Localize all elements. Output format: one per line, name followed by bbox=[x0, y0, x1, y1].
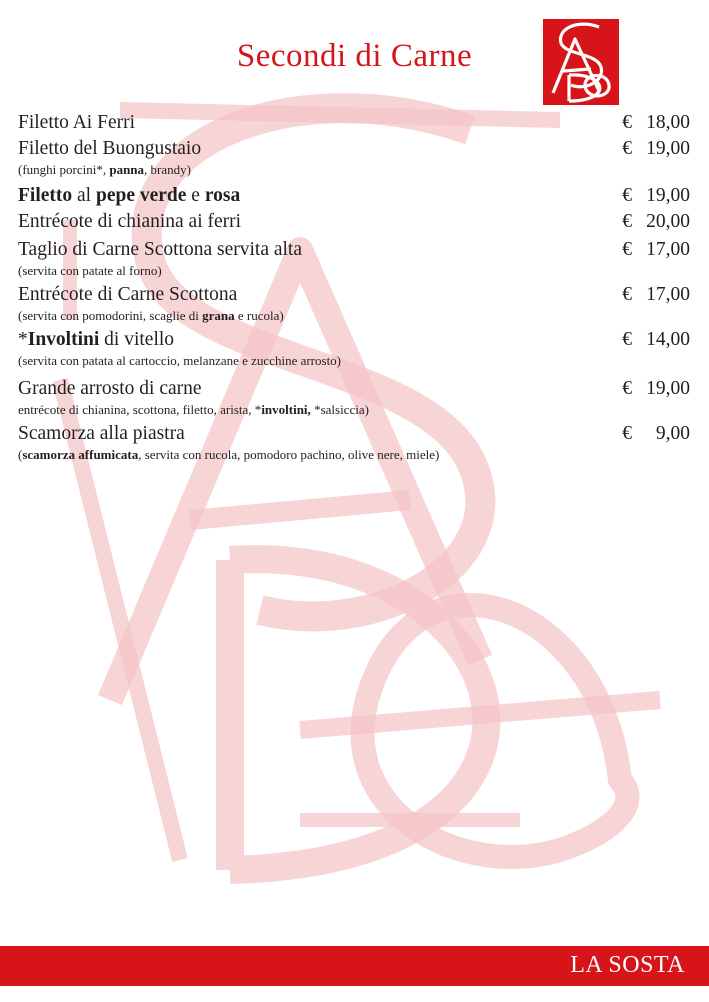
menu-item-row bbox=[18, 421, 690, 447]
dish-description bbox=[18, 401, 690, 419]
dish-name-part: Scamorza alla piastra bbox=[18, 423, 185, 444]
currency-symbol: € bbox=[622, 239, 632, 260]
price-amount: 9,00 bbox=[655, 423, 690, 444]
price-amount: 19,00 bbox=[646, 138, 690, 159]
dish-name-part: Entrécote di chianina ai ferri bbox=[18, 211, 242, 232]
dish-name bbox=[18, 421, 185, 447]
dish-name-part: Taglio di Carne Scottona servita alta bbox=[18, 239, 303, 260]
dish-name-part: Filetto Ai Ferri bbox=[18, 112, 135, 133]
dish-name-part: Entrécote di Carne Scottona bbox=[18, 284, 238, 305]
dish-name-part: Grande arrosto di carne bbox=[18, 378, 202, 399]
dish-description-part: e rucola) bbox=[234, 308, 284, 323]
dish-name-part: Filetto bbox=[18, 185, 73, 206]
dish-name bbox=[18, 110, 135, 136]
price-amount: 17,00 bbox=[646, 284, 690, 305]
dish-name bbox=[18, 136, 201, 162]
dish-name-part: * bbox=[18, 329, 28, 350]
dish-price bbox=[622, 209, 690, 235]
price-amount: 19,00 bbox=[646, 185, 690, 206]
currency-symbol: € bbox=[622, 329, 632, 350]
menu-item-row bbox=[18, 327, 690, 353]
dish-price bbox=[622, 183, 690, 209]
dish-price bbox=[622, 282, 690, 308]
dish-description-part: scamorza affumicata bbox=[22, 447, 139, 462]
dish-description bbox=[18, 352, 690, 370]
menu-list bbox=[18, 110, 690, 464]
dish-price bbox=[622, 376, 690, 402]
dish-description-part: (funghi porcini*, bbox=[18, 162, 110, 177]
dish-name bbox=[18, 327, 174, 353]
price-amount: 18,00 bbox=[646, 112, 690, 133]
restaurant-name: LA SOSTA bbox=[570, 952, 685, 978]
price-amount: 19,00 bbox=[646, 378, 690, 399]
dish-price bbox=[622, 136, 690, 162]
dish-price bbox=[622, 421, 690, 447]
dish-name bbox=[18, 209, 241, 235]
menu-item bbox=[18, 183, 690, 209]
currency-symbol: € bbox=[622, 378, 632, 399]
dish-description bbox=[18, 307, 690, 325]
dish-description bbox=[18, 161, 690, 179]
menu-item bbox=[18, 136, 690, 179]
dish-name-part: rosa bbox=[204, 185, 241, 206]
currency-symbol: € bbox=[622, 138, 632, 159]
dish-name bbox=[18, 183, 240, 209]
dish-description-part: involtini, bbox=[261, 402, 311, 417]
footer-bar bbox=[0, 946, 709, 986]
menu-item-row bbox=[18, 183, 690, 209]
menu-item-row bbox=[18, 376, 690, 402]
currency-symbol: € bbox=[622, 423, 632, 444]
price-amount: 20,00 bbox=[646, 211, 690, 232]
currency-symbol: € bbox=[622, 284, 632, 305]
menu-item bbox=[18, 282, 690, 325]
menu-item-row bbox=[18, 237, 690, 263]
menu-item bbox=[18, 421, 690, 464]
dish-description-part: ( bbox=[18, 447, 23, 462]
dish-name bbox=[18, 376, 202, 402]
dish-name-part: Involtini bbox=[27, 329, 100, 350]
currency-symbol: € bbox=[622, 185, 632, 206]
menu-item-row bbox=[18, 110, 690, 136]
dish-name-part: Filetto del Buongustaio bbox=[18, 138, 202, 159]
dish-description-part: panna bbox=[109, 162, 145, 177]
dish-description-part: (servita con patata al cartoccio, melanzane e zucchine arrosto) bbox=[18, 353, 342, 368]
dish-description-part: , brandy) bbox=[144, 162, 191, 177]
price-amount: 17,00 bbox=[646, 239, 690, 260]
dish-name-part: e bbox=[186, 185, 205, 206]
dish-description-part: *salsiccia) bbox=[310, 402, 369, 417]
dish-description bbox=[18, 446, 690, 464]
dish-description-part: grana bbox=[202, 308, 235, 323]
dish-price bbox=[622, 327, 690, 353]
dish-name bbox=[18, 237, 302, 263]
dish-name bbox=[18, 282, 237, 308]
dish-description-part: , servita con rucola, pomodoro pachino, olive nere, miele) bbox=[138, 447, 440, 462]
dish-description bbox=[18, 262, 690, 280]
dish-description-part: (servita con pomodorini, scaglie di bbox=[18, 308, 203, 323]
dish-name-part: al bbox=[72, 185, 96, 206]
menu-item bbox=[18, 209, 690, 235]
dish-description-part: entrécote di chianina, scottona, filetto, arista, * bbox=[18, 402, 262, 417]
monogram-logo-icon bbox=[541, 17, 621, 107]
price-amount: 14,00 bbox=[646, 329, 690, 350]
dish-price bbox=[622, 110, 690, 136]
menu-item bbox=[18, 327, 690, 370]
page-title: Secondi di Carne bbox=[236, 38, 473, 74]
currency-symbol: € bbox=[622, 112, 632, 133]
dish-name-part: di vitello bbox=[99, 329, 175, 350]
menu-item-row bbox=[18, 282, 690, 308]
menu-item-row bbox=[18, 209, 690, 235]
menu-item bbox=[18, 110, 690, 136]
menu-item bbox=[18, 376, 690, 419]
dish-name-part: pepe verde bbox=[95, 185, 187, 206]
currency-symbol: € bbox=[622, 211, 632, 232]
menu-item bbox=[18, 237, 690, 280]
menu-item-row bbox=[18, 136, 690, 162]
dish-price bbox=[622, 237, 690, 263]
dish-description-part: (servita con patate al forno) bbox=[18, 263, 162, 278]
